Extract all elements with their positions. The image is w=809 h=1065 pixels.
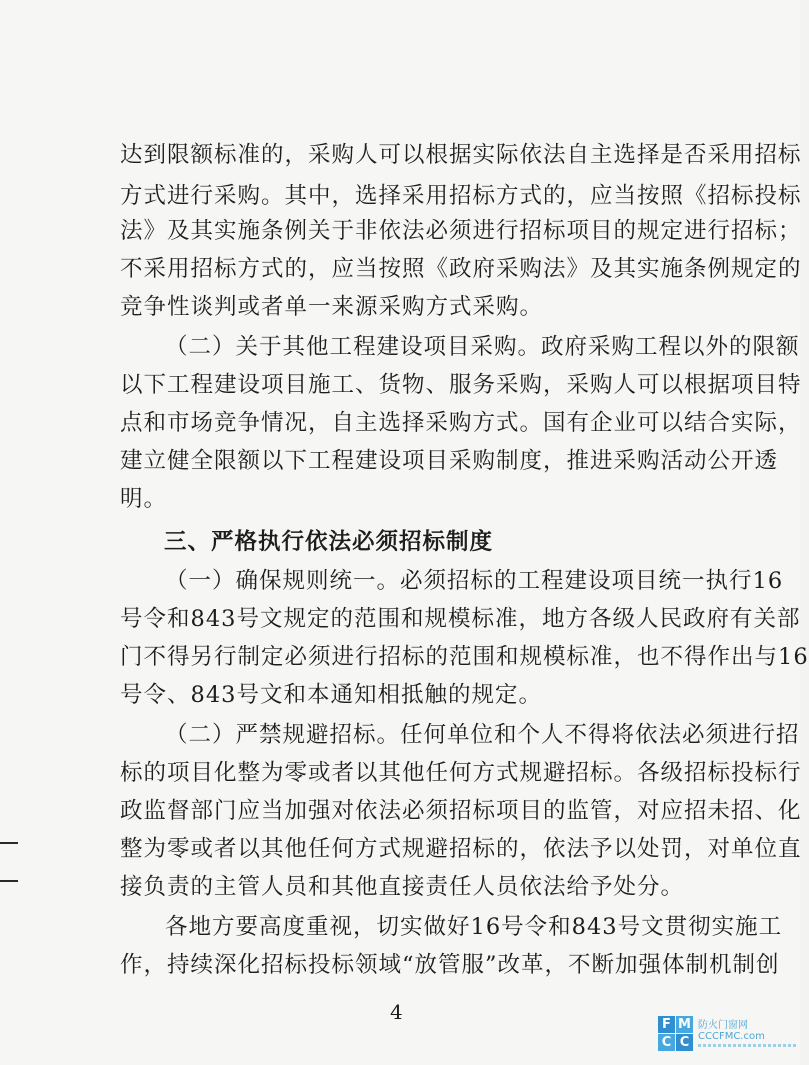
text-line-9: 建立健全限额以下工程建设项目采购制度，推进采购活动公开透 [120, 448, 779, 474]
sub-heading-text: （二）关于其他工程建设项目采购。政府采购工程以外的限额 [165, 334, 800, 360]
text-line-20: 接负责的主管人员和其他直接责任人员依法给予处分。 [120, 874, 685, 900]
text-line-12: （一）确保规则统一。必须招标的工程建设项目统一执行16 [165, 568, 784, 594]
watermark-site: CCCFMC.com [698, 1031, 765, 1042]
scan-edge-mark-2 [0, 880, 18, 882]
text-line-14: 门不得另行制定必须进行招标的范围和规模标准，也不得作出与16 [120, 644, 809, 670]
logo-letter-f: F [658, 1016, 675, 1033]
logo-letter-c1: C [658, 1034, 675, 1051]
text-line-16: （二）严禁规避招标。任何单位和个人不得将依法必须进行招 [165, 722, 800, 748]
text-line-15: 号令、843号文和本通知相抵触的规定。 [120, 682, 542, 708]
logo-letter-m: M [676, 1016, 693, 1033]
text-line-4: 不采用招标方式的，应当按照《政府采购法》及其实施条例规定的 [120, 256, 802, 282]
text-line-2: 方式进行采购。其中，选择采用招标方式的，应当按照《招标投标 [120, 183, 802, 209]
text-line-5: 竞争性谈判或者单一来源采购方式采购。 [120, 294, 544, 320]
section-heading: 三、严格执行依法必须招标制度 [164, 529, 494, 555]
text-line-10: 明。 [120, 486, 168, 512]
text-line-18: 政监督部门应当加强对依法必须招标项目的监管，对应招未招、化 [120, 798, 802, 824]
text-line-19: 整为零或者以其他任何方式规避招标的，依法予以处罚，对单位直 [120, 836, 802, 862]
paragraph-heading-line [165, 332, 800, 362]
text-line-7: 以下工程建设项目施工、货物、服务采购，采购人可以根据项目特 [120, 372, 802, 398]
text-line-1: 达到限额标准的，采购人可以根据实际依法自主选择是否采用招标 [120, 142, 802, 168]
site-watermark [658, 1016, 800, 1061]
text-line-8: 点和市场竞争情况，自主选择采购方式。国有企业可以结合实际， [120, 410, 802, 436]
text-line-13: 号令和843号文规定的范围和规模标准，地方各级人民政府有关部 [120, 606, 801, 632]
watermark-underline [698, 1044, 796, 1047]
scan-edge-mark [0, 842, 18, 884]
text-line-17: 标的项目化整为零或者以其他任何方式规避招标。各级招标投标行 [120, 760, 802, 786]
page-number: 4 [390, 1000, 403, 1024]
text-line-22: 作，持续深化招标投标领域“放管服”改革，不断加强体制机制创 [120, 952, 780, 978]
text-line-3: 法》及其实施条例关于非依法必须进行招标项目的规定进行招标； [120, 218, 802, 244]
watermark-logo [658, 1016, 694, 1052]
logo-letter-c2: C [676, 1034, 693, 1051]
watermark-title: 防火门窗网 [698, 1020, 748, 1031]
text-line-21: 各地方要高度重视，切实做好16号令和843号文贯彻实施工 [165, 914, 783, 940]
